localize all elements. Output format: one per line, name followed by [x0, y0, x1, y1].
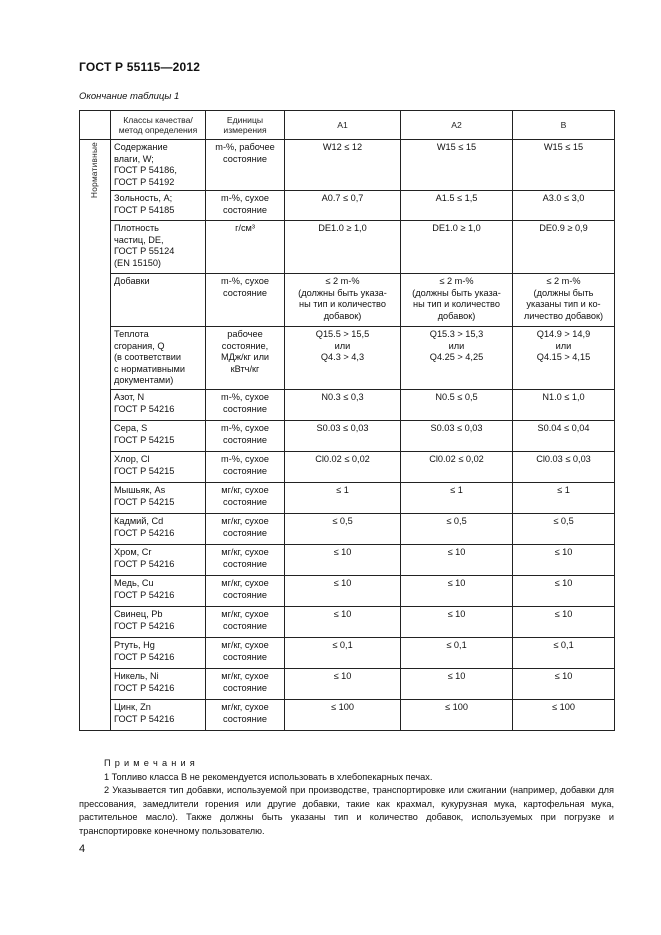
cell-line: Азот, N	[114, 392, 145, 402]
cell-param	[111, 221, 206, 274]
cell-param	[111, 421, 206, 452]
cell-unit	[206, 483, 285, 514]
cell-param	[111, 327, 206, 390]
cell-unit	[206, 390, 285, 421]
cell-line: (должны быть	[533, 287, 594, 298]
cell-line: N0.5 ≤ 0,5	[435, 392, 478, 402]
cell-line: Плотность	[114, 223, 159, 233]
cell-a1	[285, 700, 401, 731]
cell-line: ≤ 0,1	[446, 640, 467, 650]
cell-param	[111, 390, 206, 421]
cell-a2	[401, 483, 513, 514]
cell-param	[111, 607, 206, 638]
cell-b	[513, 638, 615, 669]
cell-line: Добавки	[114, 276, 150, 286]
cell-line: состояние	[223, 558, 267, 569]
cell-a2	[401, 576, 513, 607]
cell-line: ≤ 10	[333, 609, 352, 619]
cell-line: Q4.15 > 4,15	[536, 352, 591, 362]
cell-param	[111, 700, 206, 731]
cell-a2	[401, 700, 513, 731]
cell-a1	[285, 669, 401, 700]
cell-line: ГОСТ Р 54216	[114, 589, 175, 600]
cell-param	[111, 274, 206, 327]
cell-a2	[401, 545, 513, 576]
cell-line: ≤ 10	[554, 578, 573, 588]
cell-a2	[401, 452, 513, 483]
table-row	[80, 221, 615, 274]
cell-line: S0.03 ≤ 0,03	[430, 423, 483, 433]
cell-line: мг/кг, сухое	[221, 609, 269, 619]
cell-line: DE1.0 ≥ 1,0	[318, 223, 367, 233]
cell-line: Cl0.02 ≤ 0,02	[429, 454, 484, 464]
cell-line: m-%, сухое	[221, 423, 269, 433]
cell-line: ≤ 2 m-%	[546, 276, 581, 286]
cell-line: ≤ 100	[445, 702, 468, 712]
cell-unit	[206, 221, 285, 274]
header-units: Единицы измерения	[206, 111, 285, 140]
cell-line: ГОСТ Р 54216	[114, 682, 175, 693]
cell-line: Cl0.03 ≤ 0,03	[536, 454, 591, 464]
table-row	[80, 576, 615, 607]
cell-line: мг/кг, сухое	[221, 578, 269, 588]
cell-line: ≤ 10	[447, 578, 466, 588]
cell-a1	[285, 221, 401, 274]
cell-a1	[285, 421, 401, 452]
cell-line: ≤ 10	[554, 547, 573, 557]
cell-unit	[206, 700, 285, 731]
cell-b	[513, 390, 615, 421]
cell-b	[513, 545, 615, 576]
cell-unit	[206, 421, 285, 452]
cell-line: Q4.3 > 4,3	[320, 352, 365, 362]
table-row	[80, 390, 615, 421]
cell-param	[111, 669, 206, 700]
cell-line: Никель, Ni	[114, 671, 159, 681]
cell-line: Сера, S	[114, 423, 148, 433]
table-row	[80, 452, 615, 483]
cell-a1	[285, 274, 401, 327]
cell-line: ≤ 2 m-%	[439, 276, 474, 286]
cell-line: состояние,	[221, 340, 269, 351]
cell-line: ны тип и количество	[413, 299, 500, 309]
cell-b	[513, 576, 615, 607]
table-row	[80, 483, 615, 514]
cell-line: влаги, W;	[114, 153, 154, 164]
cell-a1	[285, 638, 401, 669]
cell-unit	[206, 452, 285, 483]
cell-line: сгорания, Q	[114, 340, 165, 351]
cell-line: N1.0 ≤ 1,0	[542, 392, 585, 402]
cell-a2	[401, 669, 513, 700]
cell-b	[513, 514, 615, 545]
cell-line: ГОСТ Р 54216	[114, 527, 175, 538]
cell-line: состояние	[223, 527, 267, 538]
cell-b	[513, 700, 615, 731]
cell-param	[111, 514, 206, 545]
cell-line: A3.0 ≤ 3,0	[542, 193, 585, 203]
cell-unit	[206, 191, 285, 221]
cell-line: ≤ 1	[336, 485, 349, 495]
cell-line: состояние	[223, 287, 267, 298]
cell-line: Кадмий, Cd	[114, 516, 164, 526]
cell-unit	[206, 638, 285, 669]
cell-line: документами)	[114, 375, 174, 385]
cell-unit	[206, 514, 285, 545]
cell-line: (в соответствии	[114, 352, 182, 362]
side-label: Нормативные	[90, 142, 100, 198]
cell-line: ГОСТ Р 54186,	[114, 165, 177, 175]
header-class-a1: A1	[285, 111, 401, 140]
cell-line: Ртуть, Hg	[114, 640, 155, 650]
header-class-b: B	[513, 111, 615, 140]
cell-line: ≤ 10	[554, 609, 573, 619]
notes-block	[79, 757, 614, 838]
cell-a2	[401, 421, 513, 452]
header-empty-cell	[80, 111, 111, 140]
cell-line: Q15.5 > 15,5	[315, 329, 370, 339]
cell-line: мг/кг, сухое	[221, 671, 269, 681]
cell-line: состояние	[223, 204, 267, 215]
cell-b	[513, 483, 615, 514]
page-number: 4	[79, 843, 86, 855]
cell-line: A0.7 ≤ 0,7	[321, 193, 364, 203]
cell-line: m-%, сухое	[221, 454, 269, 464]
cell-line: ≤ 10	[447, 671, 466, 681]
header-class-a2: A2	[401, 111, 513, 140]
table-row	[80, 140, 615, 191]
cell-a1	[285, 483, 401, 514]
cell-a2	[401, 327, 513, 390]
cell-line: ≤ 10	[333, 671, 352, 681]
cell-line: состояние	[223, 682, 267, 693]
cell-line: мг/кг, сухое	[221, 485, 269, 495]
cell-b	[513, 140, 615, 191]
specification-table	[79, 110, 615, 731]
cell-line: Q15.3 > 15,3	[429, 329, 484, 339]
cell-line: Содержание	[114, 142, 168, 152]
cell-a1	[285, 576, 401, 607]
cell-line: Зольность, A;	[114, 193, 173, 203]
cell-line: ГОСТ Р 54216	[114, 651, 175, 662]
cell-param	[111, 576, 206, 607]
cell-line: состояние	[223, 153, 267, 164]
cell-b	[513, 274, 615, 327]
cell-unit	[206, 576, 285, 607]
cell-a2	[401, 191, 513, 221]
cell-line: ≤ 1	[557, 485, 570, 495]
cell-b	[513, 421, 615, 452]
cell-line: или	[448, 340, 465, 351]
cell-line: мг/кг, сухое	[221, 516, 269, 526]
cell-b	[513, 327, 615, 390]
cell-b	[513, 607, 615, 638]
cell-unit	[206, 140, 285, 191]
cell-line: ≤ 0,5	[446, 516, 467, 526]
cell-a2	[401, 638, 513, 669]
cell-line: Теплота	[114, 329, 149, 339]
cell-line: или	[555, 340, 572, 351]
table-row	[80, 669, 615, 700]
cell-line: мг/кг, сухое	[221, 547, 269, 557]
cell-line: ≤ 10	[447, 547, 466, 557]
table-row	[80, 514, 615, 545]
cell-line: ≤ 10	[333, 578, 352, 588]
cell-line: (должны быть указа-	[298, 287, 387, 298]
cell-line: г/см³	[235, 223, 255, 233]
table-row	[80, 327, 615, 390]
cell-param	[111, 191, 206, 221]
cell-line: состояние	[223, 620, 267, 631]
cell-line: W15 ≤ 15	[436, 142, 477, 152]
cell-a2	[401, 140, 513, 191]
cell-line: ≤ 0,5	[332, 516, 353, 526]
cell-line: (EN 15150)	[114, 257, 161, 268]
cell-line: ≤ 0,5	[553, 516, 574, 526]
header-class-method: Классы качества/ метод определения	[111, 111, 206, 140]
cell-line: N0.3 ≤ 0,3	[321, 392, 364, 402]
cell-a1	[285, 140, 401, 191]
document-header: ГОСТ Р 55115—2012	[79, 60, 201, 74]
cell-line: или	[334, 340, 351, 351]
cell-line: Q14.9 > 14,9	[536, 329, 591, 339]
cell-line: m-%, рабочее	[215, 142, 275, 152]
cell-line: m-%, сухое	[221, 193, 269, 203]
cell-line: состояние	[223, 496, 267, 507]
cell-line: Свинец, Pb	[114, 609, 163, 619]
cell-line: Цинк, Zn	[114, 702, 151, 712]
cell-line: A1.5 ≤ 1,5	[435, 193, 478, 203]
table-row	[80, 700, 615, 731]
cell-line: (должны быть указа-	[412, 287, 501, 298]
cell-a1	[285, 607, 401, 638]
cell-b	[513, 452, 615, 483]
cell-line: ГОСТ Р 55124	[114, 246, 175, 256]
cell-line: ≤ 10	[333, 547, 352, 557]
cell-line: ГОСТ Р 54216	[114, 713, 175, 724]
cell-line: добавок)	[437, 310, 476, 321]
cell-a1	[285, 390, 401, 421]
cell-param	[111, 545, 206, 576]
cell-line: ГОСТ Р 54216	[114, 403, 175, 414]
cell-unit	[206, 669, 285, 700]
cell-line: с нормативными	[114, 363, 186, 374]
cell-line: частиц, DE,	[114, 234, 164, 245]
cell-a1	[285, 545, 401, 576]
cell-a2	[401, 514, 513, 545]
notes-title: П р и м е ч а н и я	[104, 758, 196, 768]
cell-a1	[285, 327, 401, 390]
cell-line: ≤ 1	[450, 485, 463, 495]
cell-line: ГОСТ Р 54215	[114, 496, 175, 507]
table-row	[80, 274, 615, 327]
cell-a2	[401, 221, 513, 274]
side-label-cell	[80, 140, 111, 731]
cell-line: W12 ≤ 12	[322, 142, 363, 152]
cell-line: m-%, сухое	[221, 276, 269, 286]
cell-param	[111, 638, 206, 669]
cell-line: указаны тип и ко-	[526, 299, 601, 309]
cell-line: рабочее	[227, 329, 263, 339]
cell-line: ≤ 100	[331, 702, 354, 712]
cell-line: состояние	[223, 465, 267, 476]
cell-line: Хром, Cr	[114, 547, 152, 557]
cell-line: ≤ 0,1	[553, 640, 574, 650]
note-1: 1 Топливо класса B не рекомендуется использовать в хлебопекарных печах.	[104, 771, 433, 782]
table-caption: Окончание таблицы 1	[79, 91, 180, 102]
cell-line: S0.04 ≤ 0,04	[537, 423, 590, 433]
cell-unit	[206, 545, 285, 576]
cell-b	[513, 669, 615, 700]
cell-line: Q4.25 > 4,25	[429, 352, 484, 362]
cell-line: ≤ 2 m-%	[325, 276, 360, 286]
cell-line: мг/кг, сухое	[221, 640, 269, 650]
cell-line: ≤ 0,1	[332, 640, 353, 650]
cell-line: кВтч/кг	[230, 363, 260, 374]
cell-line: ГОСТ Р 54192	[114, 176, 175, 187]
cell-line: ны тип и количество	[299, 299, 386, 309]
cell-line: МДж/кг или	[220, 352, 270, 362]
cell-a1	[285, 452, 401, 483]
cell-line: DE1.0 ≥ 1,0	[432, 223, 481, 233]
cell-line: ГОСТ Р 54216	[114, 558, 175, 569]
cell-line: ≤ 10	[554, 671, 573, 681]
cell-line: ≤ 100	[552, 702, 575, 712]
cell-line: Мышьяк, As	[114, 485, 166, 495]
cell-line: ГОСТ Р 54185	[114, 204, 175, 215]
cell-line: состояние	[223, 589, 267, 600]
cell-line: добавок)	[323, 310, 362, 321]
cell-param	[111, 452, 206, 483]
table-row	[80, 638, 615, 669]
cell-line: состояние	[223, 713, 267, 724]
cell-line: Cl0.02 ≤ 0,02	[315, 454, 370, 464]
cell-unit	[206, 327, 285, 390]
cell-line: ГОСТ Р 54215	[114, 434, 175, 445]
cell-a1	[285, 514, 401, 545]
cell-line: ≤ 10	[447, 609, 466, 619]
cell-line: ГОСТ Р 54215	[114, 465, 175, 476]
cell-line: состояние	[223, 403, 267, 414]
cell-line: личество добавок)	[523, 310, 604, 321]
cell-line: Хлор, Cl	[114, 454, 150, 464]
cell-a2	[401, 274, 513, 327]
cell-param	[111, 140, 206, 191]
table-row	[80, 191, 615, 221]
note-2: 2 Указывается тип добавки, используемой при производстве, транспортировке или сжигании (например, добавки для прессования, замедлители горения или другие добавки, такие как крахмал, кукурузная мука, картофельная мука, растительное масло). Также должны быть указаны тип и количество добавок, используемых при погрузке и транспортировке конечному пользователю.	[79, 785, 614, 836]
cell-line: состояние	[223, 651, 267, 662]
cell-a2	[401, 607, 513, 638]
cell-line: Медь, Cu	[114, 578, 154, 588]
table-header-row	[80, 111, 615, 140]
cell-line: состояние	[223, 434, 267, 445]
cell-param	[111, 483, 206, 514]
cell-line: DE0.9 ≥ 0,9	[539, 223, 588, 233]
cell-b	[513, 191, 615, 221]
cell-unit	[206, 607, 285, 638]
table-row	[80, 607, 615, 638]
cell-b	[513, 221, 615, 274]
cell-a1	[285, 191, 401, 221]
cell-line: S0.03 ≤ 0,03	[316, 423, 369, 433]
cell-unit	[206, 274, 285, 327]
cell-line: m-%, сухое	[221, 392, 269, 402]
table-row	[80, 421, 615, 452]
cell-line: мг/кг, сухое	[221, 702, 269, 712]
table-row	[80, 545, 615, 576]
cell-line: W15 ≤ 15	[543, 142, 584, 152]
cell-a2	[401, 390, 513, 421]
cell-line: ГОСТ Р 54216	[114, 620, 175, 631]
